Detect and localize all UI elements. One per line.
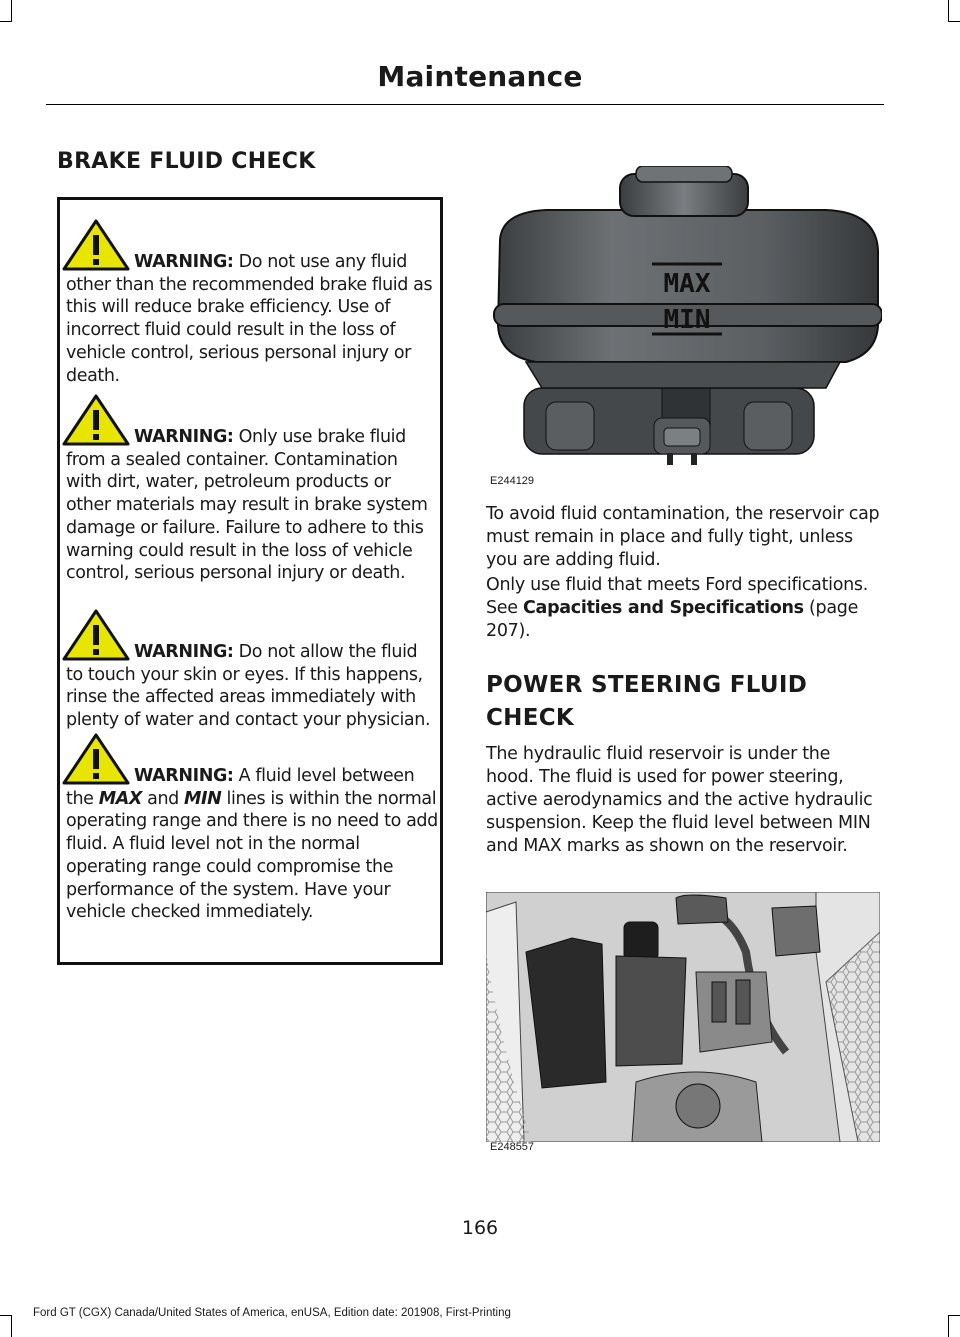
warning-icon [62,219,130,271]
max-mark-text: MAX [98,788,142,809]
crop-mark [948,1315,949,1337]
warning-icon [62,609,130,661]
warning-text: Do not use any fluid other than the recommended brake fluid as this will reduce brake efficiency. Use of incorrect fluid could result in the loss of vehicle control, serious personal injury or death. [66,252,433,386]
crop-mark [11,1315,12,1337]
page-ref: (page 207). [486,598,859,641]
warning-text: and [141,788,185,809]
crop-mark [11,0,12,22]
warning-label: WARNING: [134,252,234,272]
brake-fluid-heading: BRAKE FLUID CHECK [57,149,316,174]
warning-text: lines is within the normal operating range and there is no need to add fluid. A fluid level not in the normal operating range could compromise the performance of the system. Have your vehicle checked immediately. [66,788,438,923]
warning-text: A fluid level between the [66,766,415,809]
engine-bay-figure [486,892,882,1160]
max-mark-label: MAX [663,269,711,299]
warning-2 [66,426,438,585]
warning-text: Do not allow the fluid to touch your skin or eyes. If this happens, rinse the affected areas immediately with plenty of water and contact your physician. [66,642,431,731]
figure-code: E244129 [490,475,535,487]
crop-mark [948,0,949,22]
spec-text: Only use fluid that meets Ford specifications. See [486,575,869,618]
crop-mark [0,1315,12,1316]
engine-bay-illustration [486,892,880,1142]
crop-mark [948,21,960,22]
brake-reservoir-illustration [486,166,882,476]
ford-spec-paragraph [486,574,882,643]
crop-mark [948,1315,960,1316]
min-mark-text: MIN [184,788,222,809]
power-steering-heading: POWER STEERING FLUID CHECK [486,672,808,731]
min-mark-label: MIN [663,305,711,335]
warning-label: WARNING: [134,766,234,786]
warning-label: WARNING: [134,427,234,447]
crop-mark [0,21,12,22]
reservoir-cap-paragraph: To avoid fluid contamination, the reservoir cap must remain in place and fully tight, unless you are adding fluid. [486,504,880,570]
warning-text: Only use brake fluid from a sealed container. Contamination with dirt, water, petroleum products or other materials may result in brake system damage or failure. Failure to adhere to this warning could result in the loss of vehicle control, serious personal injury or death. [66,427,428,584]
warning-icon [62,394,130,446]
page-number: 166 [461,1217,499,1239]
warning-icon [62,733,130,785]
warning-label: WARNING: [134,642,234,662]
brake-reservoir-figure [486,166,882,492]
header-divider [46,104,884,105]
warning-3 [66,641,438,732]
power-steering-paragraph: The hydraulic fluid reservoir is under the hood. The fluid is used for power steering, active aerodynamics and the active hydraulic suspension. Keep the fluid level between MIN and MAX marks as shown on the reservoir. [486,744,873,856]
warning-4 [66,765,438,924]
warning-1 [66,251,438,387]
capacities-link[interactable]: Capacities and Specifications [523,598,804,618]
footer-edition: Ford GT (CGX) Canada/United States of America, enUSA, Edition date: 201908, First-Printing [33,1307,511,1319]
warning-box [57,197,443,965]
page-title: Maintenance [377,60,583,93]
figure-code: E248557 [490,1141,535,1153]
